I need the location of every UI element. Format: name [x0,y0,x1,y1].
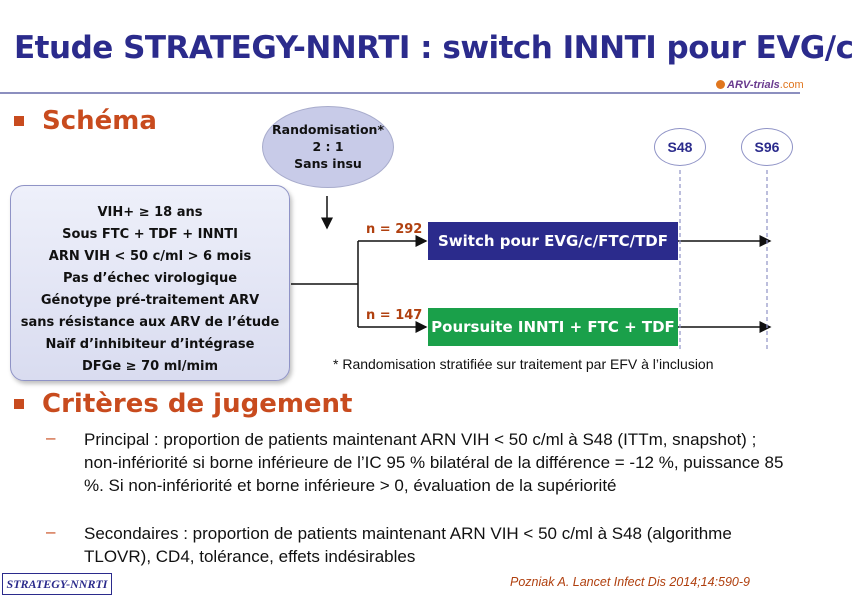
arm-continue-box: Poursuite INNTI + FTC + TDF [428,308,678,346]
randomisation-line-3: Sans insu [294,156,362,171]
criterion: ARN VIH < 50 c/ml > 6 mois [48,249,252,264]
bullet-icon [14,116,24,126]
dash-icon: – [46,522,56,541]
dash-icon: – [46,428,56,447]
endpoints-heading: Critères de jugement [42,389,353,419]
criterion: Pas d’échec virologique [62,271,238,286]
study-tag: STRATEGY-NNRTI [2,573,112,595]
timepoint-s48: S48 [654,128,706,166]
schema-heading: Schéma [42,106,157,136]
secondary-endpoints: Secondaires : proportion de patients maintenant ARN VIH < 50 c/ml à S48 (algorithme TLOVR), CD4, tolérance, effets indésirables [84,524,732,566]
inclusion-criteria-box [10,185,290,381]
criterion: DFGe ≥ 70 ml/mim [81,359,219,374]
arm1-n-label: n = 292 [366,222,423,237]
arm-switch-box: Switch pour EVG/c/FTC/TDF [428,222,678,260]
bullet-icon [14,399,24,409]
randomisation-ellipse [262,106,394,188]
criterion: sans résistance aux ARV de l’étude [20,315,280,330]
randomisation-line-1: Randomisation* [272,122,384,137]
timepoint-s96: S96 [741,128,793,166]
randomisation-line-2: 2 : 1 [312,139,344,154]
criterion: VIH+ ≥ 18 ans [97,205,203,220]
citation: Pozniak A. Lancet Infect Dis 2014;14:590-9 [510,575,750,589]
logo-brand: ARV-trials [727,79,780,91]
criterion: Génotype pré-traitement ARV [40,293,260,308]
arm2-n-label: n = 147 [366,308,423,323]
page-title: Etude STRATEGY-NNRTI : switch INNTI pour EVG/c [14,30,854,66]
randomisation-footnote: * Randomisation stratifiée sur traitement par EFV à l’inclusion [333,356,714,372]
primary-endpoint: Principal : proportion de patients maintenant ARN VIH < 50 c/ml à S48 (ITTm, snapshot) ; non-infériorité si borne inférieure de l’IC 95 % bilatéral de la différence = -12 %, puissance 85 %. Si non-infériorité et borne inférieure > 0, évaluation de la supériorité [84,430,784,495]
criterion: Sous FTC + TDF + INNTI [62,227,238,242]
logo-tld: .com [779,79,804,91]
criterion: Naïf d’inhibiteur d’intégrase [45,337,255,352]
